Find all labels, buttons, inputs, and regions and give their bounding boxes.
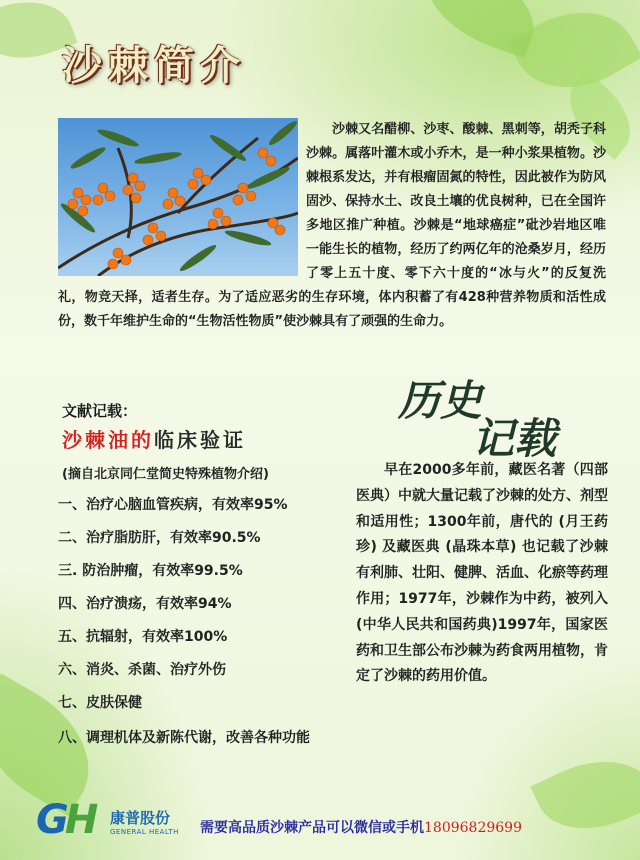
history-title-top: 历史 [398, 376, 483, 425]
phone-number: 18096829699 [424, 820, 522, 836]
list-item: 七、皮肤保健 [58, 695, 142, 711]
history-text: 早在2000多年前，藏医名著（四部医典）中就大量记载了沙棘的处方、剂型和适用性；1300年前，唐代的 (月王药珍) 及藏医典 (晶珠本草) 也记载了沙棘有利肺、壮阳、健脾、活血、化瘀等药理作用；1977年，沙棘作为中药，被列入(中华人民共和国药典)1997年，国家医药和卫生部公布沙棘为药食两用植物，肯定了沙棘的药用价值。 [356, 462, 608, 685]
photo-spacer [58, 118, 306, 278]
company-logo [36, 797, 94, 843]
footer [0, 795, 640, 860]
company-name-cn: 康普股份 [110, 809, 171, 827]
list-item: 五、抗辐射，有效率100% [58, 629, 228, 645]
intro-paragraph [58, 118, 606, 334]
list-item: 六、消炎、杀菌、治疗外伤 [58, 662, 226, 678]
list-item: 八、调理机体及新陈代谢，改善各种功能 [58, 730, 310, 746]
subtitle-dark: 临床验证 [154, 428, 246, 452]
clinical-list [58, 494, 358, 751]
literature-heading: 文献记载： [62, 402, 138, 420]
subtitle-red: 沙棘油的 [62, 428, 154, 452]
list-item: 二、治疗脂肪肝，有效率90.5% [58, 530, 261, 546]
list-item: 四、治疗溃疡，有效率94% [58, 596, 232, 612]
contact-line [200, 817, 522, 837]
company-name-en: GENERAL HEALTH [110, 828, 179, 836]
history-title-bottom: 记载 [472, 414, 557, 463]
intro-text: 沙棘又名醋柳、沙枣、酸棘、黑刺等，胡秃子科沙棘。属落叶灌木或小乔木，是一种小浆果植物。沙棘根系发达，并有根瘤固氮的特性，因此被作为防风固沙、保持水土、改良土壤的优良树种，已在全国许多地区推广种植。沙棘是“地球癌症”砒沙岩地区唯一能生长的植物，经历了约两亿年的沧桑岁月，经历了零上五十度、零下六十度的“冰与火”的反复洗礼，物竞天择，适者生存。为了适应恶劣的生存环境，体内积蓄了有428种营养物质和活性成份，数千年维护生命的“生物活性物质”使沙棘具有了顽强的生命力。 [58, 122, 606, 329]
literature-subtitle [62, 424, 246, 453]
list-item: 一、治疗心脑血管疾病，有效率95% [58, 497, 288, 513]
literature-source: (摘自北京同仁堂简史特殊植物介绍) [62, 467, 269, 482]
logo-g: G [36, 797, 65, 843]
contact-text: 需要高品质沙棘产品可以微信或手机 [200, 820, 424, 836]
list-item: 三. 防治肿瘤，有效率99.5% [58, 563, 243, 579]
logo-h: H [64, 797, 95, 843]
page-title: 沙棘简介 [62, 42, 246, 89]
